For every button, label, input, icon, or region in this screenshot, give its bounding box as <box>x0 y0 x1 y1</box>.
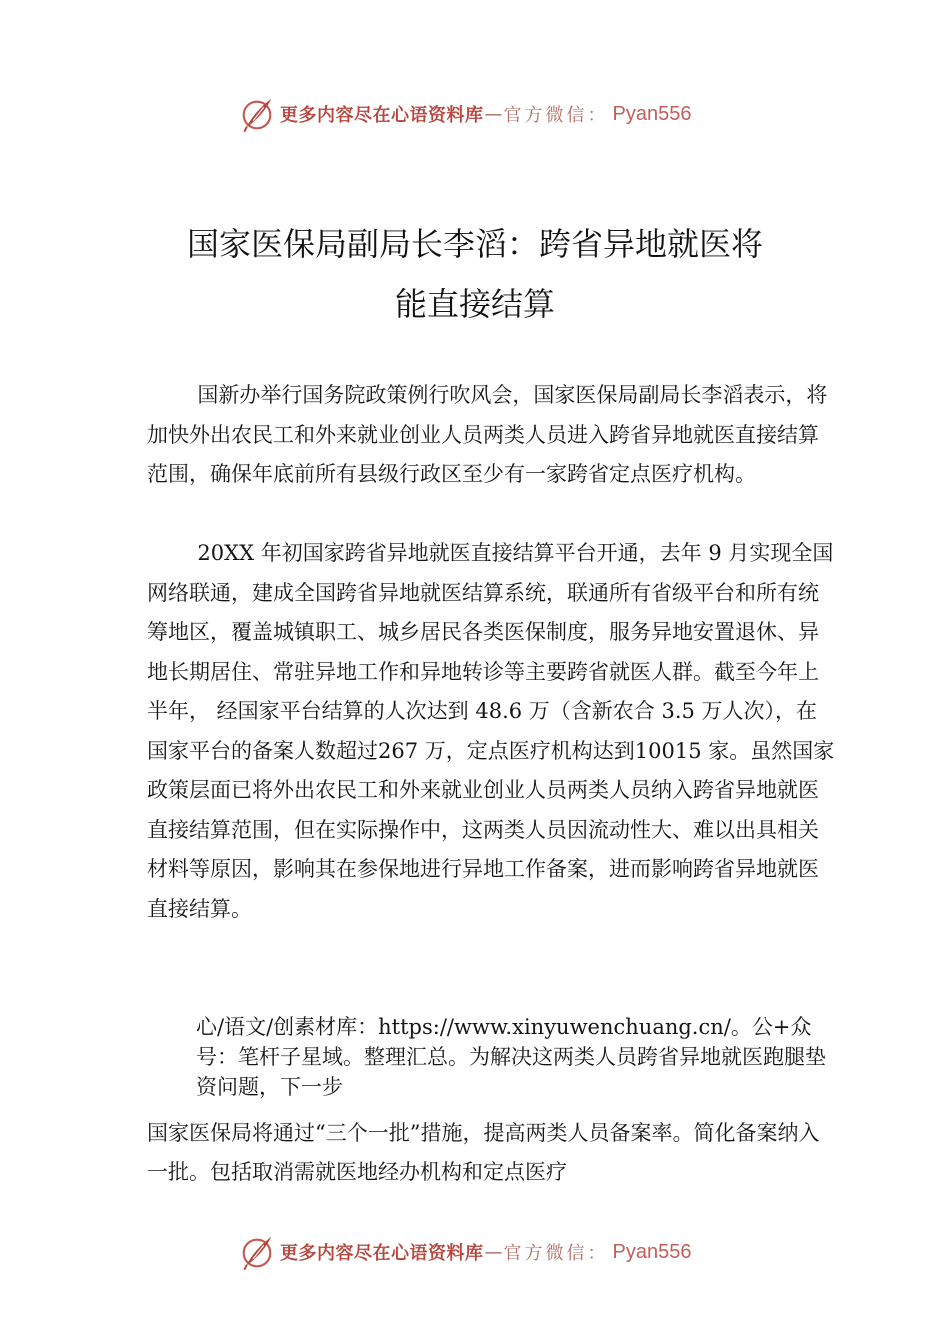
paragraph-2: 20XX 年初国家跨省异地就医直接结算平台开通，去年 9 月实现全国网络联通，建成全国跨省异地就医结算系统，联通所有省级平台和所有统筹地区，覆盖城镇职工、城乡居民各类医保制度，服务异地安置退休、异地长期居住、常驻异地工作和异地转诊等主要跨省就医人群。截至今年上半年， 经国家平台结算的人次达到 48.6 万（含新农合 3.5 万人次），在国家平台的备案人数超过267 万，定点医疗机构达到10015 家。虽然国家政策层面已将外出农民工和外来就业创业人员两类人员纳入跨省异地就医直接结算范围，但在实际操作中，这两类人员因流动性大、难以出具相关材料等原因，影响其在参保地进行异地工作备案，进而影响跨省异地就医直接结算。 <box>147 541 835 921</box>
quill-pen-logo-icon <box>238 95 276 133</box>
article-title <box>145 214 805 334</box>
wechat-label: 官方微信： <box>503 1243 609 1264</box>
banner-dash: — <box>484 103 503 125</box>
article-body-1 <box>147 376 837 495</box>
banner-dash: — <box>484 1241 503 1263</box>
quill-pen-logo-icon <box>238 1233 276 1271</box>
header-banner <box>238 94 691 134</box>
paragraph-1: 国新办举行国务院政策例行吹风会，国家医保局副局长李滔表示，将加快外出农民工和外来就业创业人员两类人员进入跨省异地就医直接结算范围，确保年底前所有县级行政区至少有一家跨省定点医疗机构。 <box>147 383 828 486</box>
wechat-id: Pyan556 <box>612 102 692 125</box>
article-body-2 <box>147 534 837 929</box>
site-name: 更多内容尽在心语资料库 <box>280 1243 484 1264</box>
footer-banner <box>238 1232 691 1272</box>
title-line-1: 国家医保局副局长李滔：跨省异地就医将 <box>186 225 763 263</box>
site-name: 更多内容尽在心语资料库 <box>280 105 484 126</box>
source-note: 心/语文/创素材库：https://www.xinyuwenchuang.cn/。公+众号：笔杆子星域。整理汇总。为解决这两类人员跨省异地就医跑腿垫资问题，下一步 <box>196 1015 826 1099</box>
wechat-label: 官方微信： <box>503 105 609 126</box>
wechat-id: Pyan556 <box>612 1240 692 1263</box>
title-line-2: 能直接结算 <box>394 285 555 323</box>
paragraph-3: 国家医保局将通过“三个一批”措施，提高两类人员备案率。简化备案纳入一批。包括取消需就医地经办机构和定点医疗 <box>147 1121 820 1184</box>
